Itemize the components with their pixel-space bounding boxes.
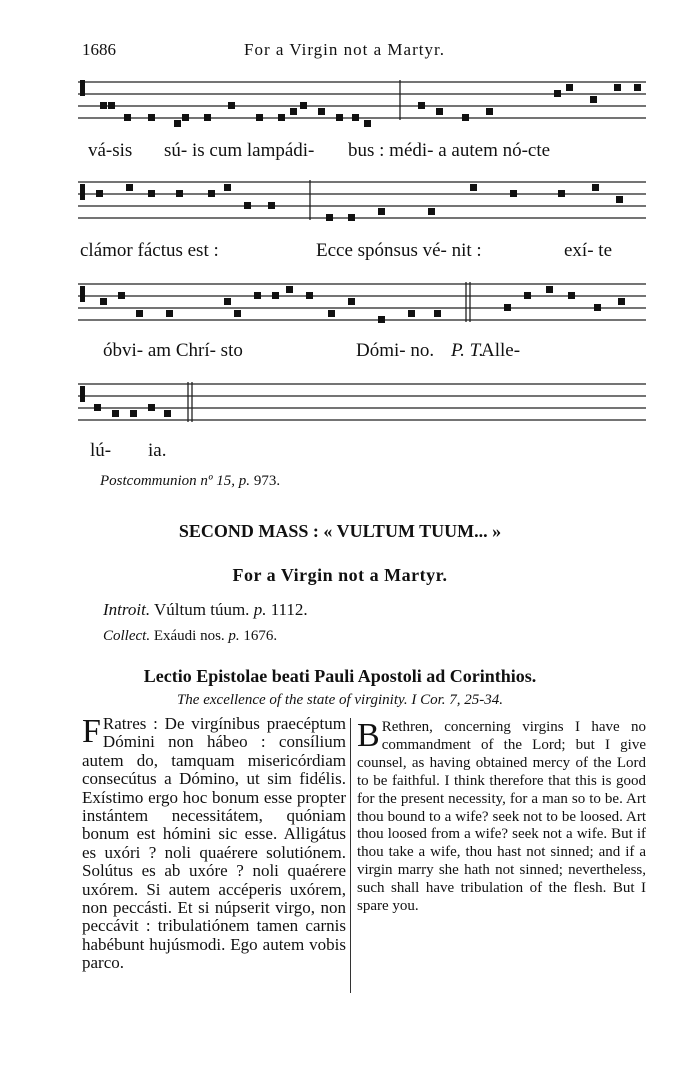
- collect-ref: [103, 628, 277, 645]
- lyric-3b: Dómi- no.: [356, 340, 435, 361]
- introit-p: p.: [253, 600, 267, 619]
- english-text: Rethren, concerning virgins I have no commandment of the Lord; but I give counsel, as having obtained mercy of the Lord to be faithful. I think therefore that this is good for the present necessity, for a man so to be. Art thou bound to a wife? seek not to be loosed. Art thou loosed from a wife? seek not a wife. But if thou take a wife, thou hast not sinned; and if a virgin marry she hath not sinned; nevertheless, such shall have tribulation of the flesh. But I spare you.: [357, 719, 646, 915]
- lyric-3a: óbvi- am Chrí- sto: [103, 340, 243, 361]
- collect-label: Collect.: [103, 628, 151, 644]
- lyric-1a: vá-sis: [88, 140, 133, 161]
- lyric-3-alle: Alle-: [481, 340, 521, 361]
- lyric-1c: bus : médi- a autem nó-cte: [348, 140, 551, 161]
- running-title: For a Virgin not a Martyr.: [244, 40, 445, 59]
- lyric-1b: sú- is cum lampádi-: [164, 140, 315, 161]
- lyric-4a: lú-: [90, 440, 112, 461]
- collect-text: Exáudi nos.: [153, 628, 225, 644]
- column-divider: [350, 718, 351, 993]
- mass-subtitle: For a Virgin not a Martyr.: [232, 565, 448, 585]
- chant-staff-3: [78, 272, 646, 334]
- latin-dropcap: F: [82, 713, 101, 750]
- collect-page: 1676.: [243, 628, 278, 644]
- english-column: [357, 719, 646, 916]
- lyric-3-pt: P. T.: [451, 340, 484, 361]
- postcommunion-label: Postcommunion nº 15, p.: [100, 473, 251, 489]
- introit-text: Vúltum túum.: [154, 600, 250, 619]
- second-mass-heading: SECOND MASS : « VULTUM TUUM... »: [178, 521, 502, 541]
- chant-staff-1: [78, 70, 646, 130]
- chant-staff-2: [78, 170, 646, 232]
- postcommunion-ref: [100, 473, 280, 490]
- lyric-2c: exí- te: [564, 240, 613, 261]
- latin-column: [82, 715, 346, 973]
- latin-text: Ratres : De virgínibus praecéptum Dómini non hábeo : consílium autem do, tamquam misericórdiam consecútus a Dómino, ut sim fidélis. Exístimo ergo hoc bonum esse propter instántem necessitátem, quóniam bonum est hómini sic esse. Alligátus es uxóri ? noli quaérere solutiónem. Solútus es ab uxóre ? noli quaérere uxórem. Si autem accéperis uxórem, non peccásti. Et si núpserit virgo, non peccávit : tribulatiónem tamen carnis habébunt hujúsmodi. Ego autem vobis parco.: [82, 714, 346, 973]
- collect-p: p.: [228, 628, 240, 644]
- lyric-4b: ia.: [148, 440, 167, 461]
- lyric-2a: clámor fáctus est :: [80, 240, 219, 261]
- lectio-title: Lectio Epistolae beati Pauli Apostoli ad Corinthios.: [143, 666, 537, 686]
- introit-page: 1112.: [270, 600, 308, 619]
- lectio-subtitle: The excellence of the state of virginity. I Cor. 7, 25-34.: [176, 692, 504, 708]
- english-dropcap: B: [357, 717, 380, 754]
- chant-staff-4: [78, 372, 646, 432]
- introit-label: Introit.: [103, 600, 151, 619]
- page-number: 1686: [82, 40, 116, 59]
- lyric-2b: Ecce spónsus vé- nit :: [316, 240, 482, 261]
- postcommunion-page: 973.: [253, 473, 281, 489]
- introit-ref: [103, 600, 308, 620]
